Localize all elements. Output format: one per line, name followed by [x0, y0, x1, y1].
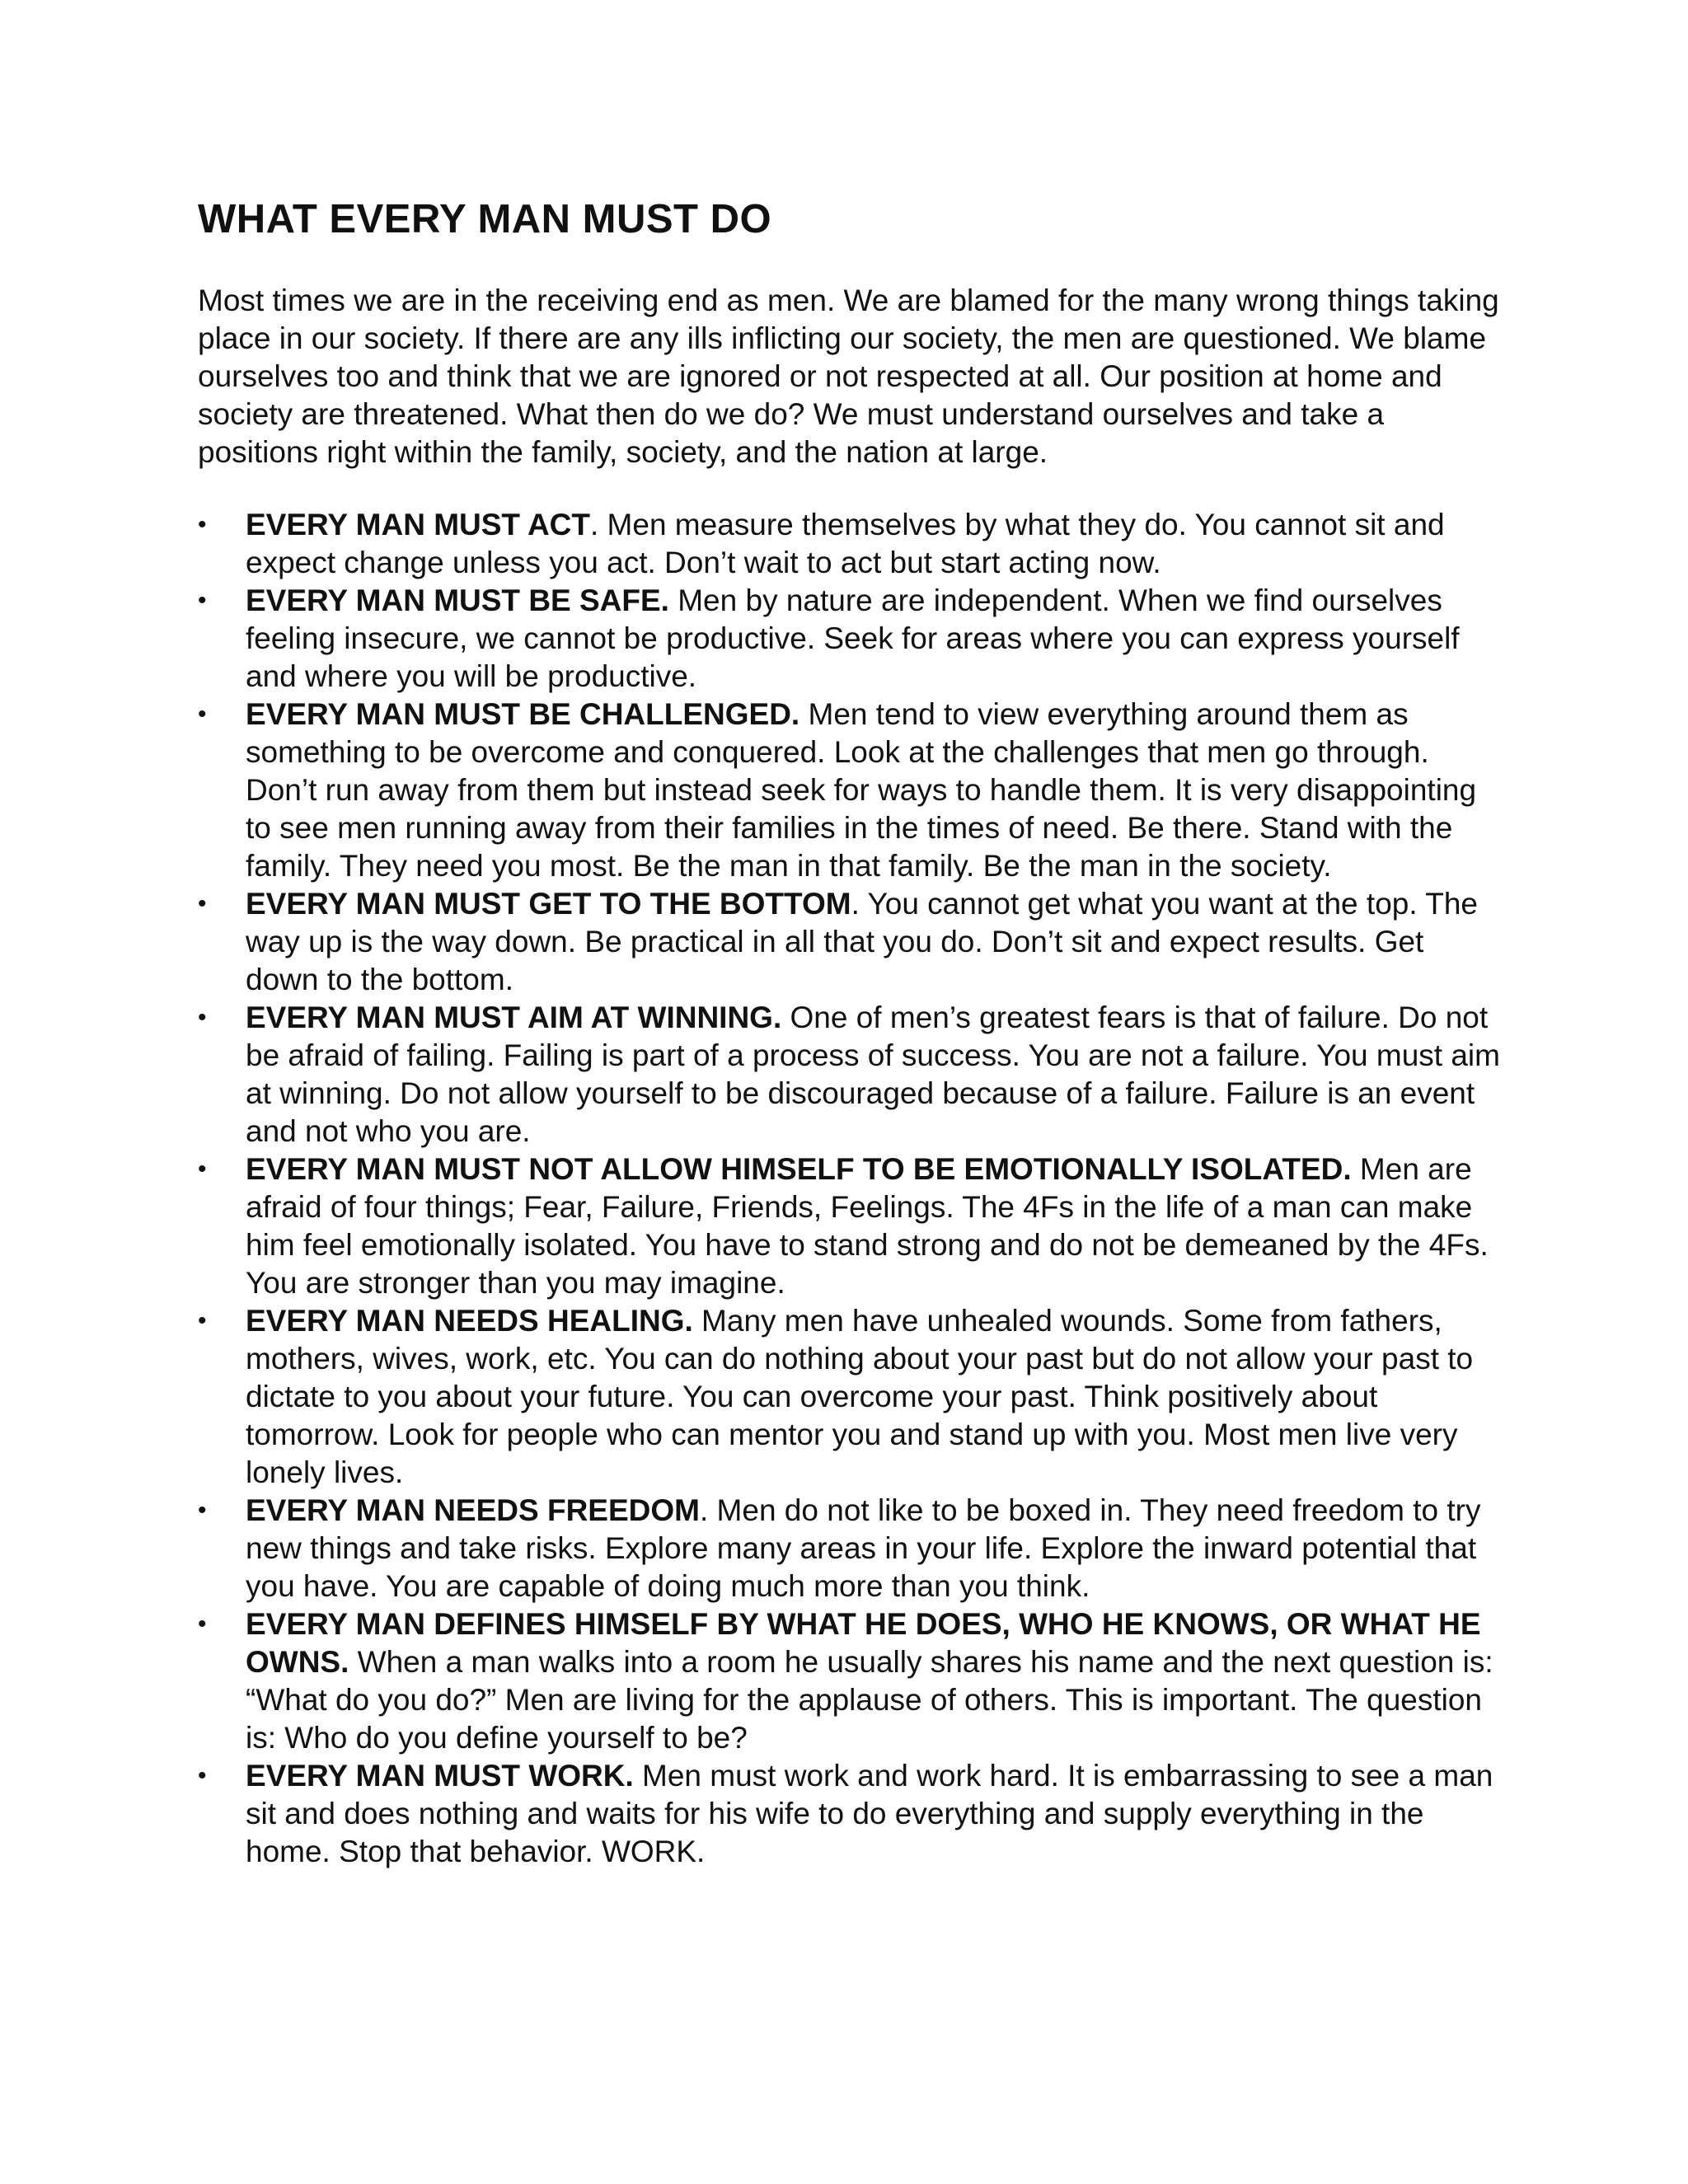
- list-item: [198, 1302, 1500, 1492]
- list-item: [198, 506, 1500, 582]
- list-item: [198, 582, 1500, 696]
- bullet-icon: •: [198, 701, 207, 728]
- point-text: Men are afraid of four things; Fear, Failure, Friends, Feelings. The 4Fs in the life of a man can make him feel emotionally isolated. You have to stand strong and do not be demeaned by the 4Fs. You are stronger than you may imagine.: [246, 1152, 1489, 1300]
- point-text: Men must work and work hard. It is embarrassing to see a man sit and does nothing and waits for his wife to do everything and supply everything in the home. Stop that behavior. WORK.: [246, 1759, 1493, 1868]
- point-text: Men by nature are independent. When we find ourselves feeling insecure, we cannot be productive. Seek for areas where you can express yourself and where you will be productive.: [246, 583, 1460, 693]
- point-heading: EVERY MAN NEEDS FREEDOM: [246, 1493, 700, 1527]
- point-heading: EVERY MAN DEFINES HIMSELF BY WHAT HE DOES, WHO HE KNOWS, OR WHAT HE OWNS.: [246, 1607, 1481, 1679]
- list-item: [198, 696, 1500, 885]
- bullet-icon: •: [198, 890, 207, 917]
- bullet-icon: •: [198, 1762, 207, 1789]
- point-text: One of men’s greatest fears is that of failure. Do not be afraid of failing. Failing is part of a process of success. You are not a failure. You must aim at winning. Do not allow yourself to be discouraged because of a failure. Failure is an event and not who you are.: [246, 1001, 1500, 1148]
- point-heading: EVERY MAN NEEDS HEALING.: [246, 1304, 693, 1338]
- bullet-icon: •: [198, 1497, 207, 1524]
- point-text: When a man walks into a room he usually shares his name and the next question is: “What do you do?” Men are living for the applause of others. This is important. The question is: Who do you define yourself to be?: [246, 1645, 1493, 1755]
- point-heading: EVERY MAN MUST BE CHALLENGED.: [246, 697, 800, 731]
- document-page: [198, 194, 1500, 1871]
- point-heading: EVERY MAN MUST BE SAFE.: [246, 583, 669, 617]
- point-heading: EVERY MAN MUST NOT ALLOW HIMSELF TO BE EMOTIONALLY ISOLATED.: [246, 1152, 1352, 1186]
- point-heading: EVERY MAN MUST ACT: [246, 508, 590, 541]
- list-item: [198, 999, 1500, 1151]
- bullet-icon: •: [198, 1155, 207, 1183]
- bullet-icon: •: [198, 511, 207, 538]
- points-list: [198, 506, 1500, 1871]
- point-text: Many men have unhealed wounds. Some from fathers, mothers, wives, work, etc. You can do nothing about your past but do not allow your past to dictate to you about your future. You can overcome your past. Think positively about tomorrow. Look for people who can mentor you and stand up with you. Most men live very lonely lives.: [246, 1304, 1474, 1489]
- list-item: [198, 1151, 1500, 1302]
- bullet-icon: •: [198, 1004, 207, 1031]
- list-item: [198, 885, 1500, 999]
- point-text: . You cannot get what you want at the top. The way up is the way down. Be practical in all that you do. Don’t sit and expect results. Get down to the bottom.: [246, 887, 1478, 996]
- list-item: [198, 1757, 1500, 1871]
- intro-paragraph: Most times we are in the receiving end as men. We are blamed for the many wrong things taking place in our society. If there are any ills inflicting our society, the men are questioned. We blame ourselves too and think that we are ignored or not respected at all. Our position at home and society are threatened. What then do we do? We must understand ourselves and take a positions right within the family, society, and the nation at large.: [198, 284, 1499, 469]
- bullet-icon: •: [198, 1610, 207, 1638]
- point-text: . Men do not like to be boxed in. They need freedom to try new things and take risks. Explore many areas in your life. Explore the inward potential that you have. You are capable of doing much more than you think.: [246, 1493, 1481, 1603]
- point-text: . Men measure themselves by what they do. You cannot sit and expect change unless you act. Don’t wait to act but start acting now.: [246, 508, 1445, 579]
- point-text: Men tend to view everything around them as something to be overcome and conquered. Look at the challenges that men go through. Don’t run away from them but instead seek for ways to handle them. It is very disappointing to see men running away from their families in the times of need. Be there. Stand with the family. They need you most. Be the man in that family. Be the man in the society.: [246, 697, 1477, 883]
- bullet-icon: •: [198, 587, 207, 614]
- document-title: WHAT EVERY MAN MUST DO: [198, 197, 772, 241]
- bullet-icon: •: [198, 1307, 207, 1334]
- point-heading: EVERY MAN MUST AIM AT WINNING.: [246, 1001, 782, 1034]
- list-item: [198, 1605, 1500, 1757]
- point-heading: EVERY MAN MUST WORK.: [246, 1759, 634, 1793]
- point-heading: EVERY MAN MUST GET TO THE BOTTOM: [246, 887, 851, 921]
- list-item: [198, 1492, 1500, 1605]
